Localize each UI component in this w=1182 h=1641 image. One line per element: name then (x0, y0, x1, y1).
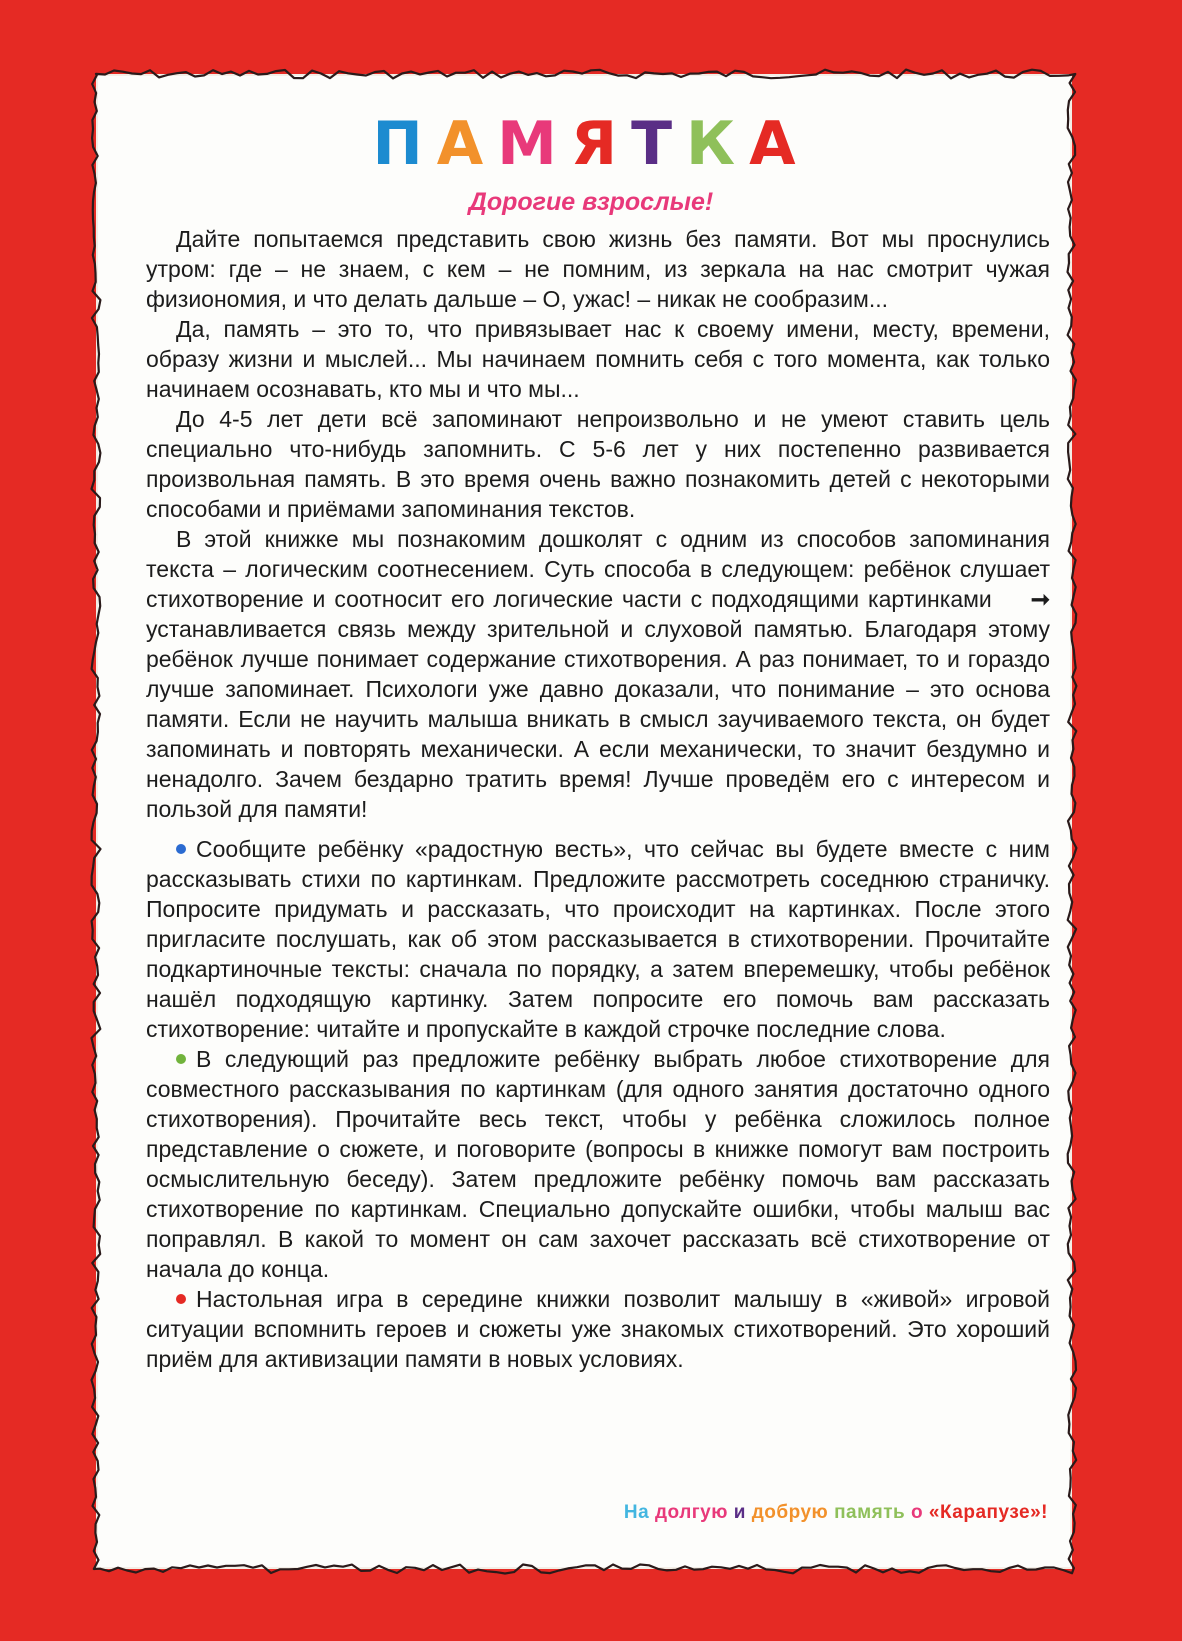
title-letter: К (686, 109, 750, 179)
tip-text: Настольная игра в середине книжки позволит малышу в «живой» игровой ситуации вспомнить героев и сюжеты уже знакомых стихотворений. Это хороший приём для активизации памяти в новых условиях. (146, 1286, 1050, 1372)
slogan-part: о (911, 1502, 929, 1523)
bullet-dot-icon (176, 844, 186, 854)
slogan-part: и (733, 1502, 752, 1523)
method-text-part2: устанавливается связь между зрительной и слуховой памятью. Благодаря этому ребёнок лучше понимает содержание стихотворения. А раз понимает, то и гораздо лучше запоминает. Психологи уже давно доказали, что понимание – это основа памяти. Если не научить малыша вникать в смысл заучиваемого текста, он будет запоминать и повторять механически. А если механически, то значит бездумно и ненадолго. Зачем бездарно тратить время! Лучше проведём его с интересом и пользой для памяти! (146, 616, 1050, 822)
title-letter: П (372, 109, 437, 179)
tip-item (146, 834, 1050, 1044)
method-paragraph (146, 524, 1050, 824)
title-letter: А (749, 109, 810, 179)
bullet-dot-icon (176, 1054, 186, 1064)
memo-body (146, 224, 1050, 1374)
title-letter: А (436, 109, 498, 179)
slogan (624, 1502, 1048, 1524)
paragraph: До 4-5 лет дети всё запоминают непроизвольно и не умеют ставить цель специально что-нибудь запомнить. С 5-6 лет у них постепенно развивается произвольная память. В это время очень важно познакомить детей с некоторыми способами и приёмами запоминания текстов. (146, 406, 1050, 522)
slogan-part: память (834, 1502, 912, 1523)
slogan-part: добрую (751, 1502, 835, 1523)
slogan-part: «Карапузе»! (928, 1502, 1048, 1523)
tip-item (146, 1044, 1050, 1284)
title-letter: М (497, 109, 571, 179)
slogan-part: долгую (655, 1502, 734, 1523)
subtitle: Дорогие взрослые! (468, 188, 714, 216)
paragraph: Дайте попытаемся представить свою жизнь без памяти. Вот мы проснулись утром: где – не знаем, с кем – не помним, из зеркала на нас смотрит чужая физиономия, и что делать дальше – О, ужас! – никак не сообразим... (146, 226, 1050, 312)
tip-item (146, 1284, 1050, 1374)
paragraph: Да, память – это то, что привязывает нас к своему имени, месту, времени, образу жизни и мыслей... Мы начинаем помнить себя с того момента, как только начинаем осознавать, кто мы и что мы... (146, 316, 1050, 402)
arrow-right-icon: ➞ (1030, 586, 1051, 612)
method-text-part1: В этой книжке мы познакомим дошколят с одним из способов запоминания текста – логическим соотнесением. Суть способа в следующем: ребёнок слушает стихотворение и соотносит его логические части с подходящими картинками (146, 526, 1050, 612)
title-letter: Т (631, 109, 687, 179)
tip-text: Сообщите ребёнку «радостную весть», что сейчас вы будете вместе с ним рассказывать стихи по картинкам. Предложите рассмотреть соседнюю страничку. Попросите придумать и рассказать, что происходит на картинках. После этого пригласите послушать, как об этом рассказывается в стихотворении. Прочитайте подкартиночные тексты: сначала по порядку, а затем вперемешку, чтобы ребёнок нашёл подходящую картинку. Затем попросите его помочь вам рассказать стихотворение: читайте и пропускайте в каждой строчке последние слова. (146, 836, 1050, 1042)
tip-text: В следующий раз предложите ребёнку выбрать любое стихотворение для совместного рассказывания по картинкам (для одного занятия достаточно одного стихотворения). Прочитайте весь текст, чтобы у ребёнка сложилось полное представление о сюжете, и поговорите (вопросы в книжке помогут вам построить осмыслительную беседу). Затем предложите ребёнку помочь вам рассказать стихотворение по картинкам. Специально допускайте ошибки, чтобы малыш вас поправлял. В какой то момент он сам захочет рассказать всё стихотворение от начала до конца. (146, 1046, 1050, 1282)
page-title (0, 104, 1182, 184)
title-letter: Я (570, 109, 632, 179)
bullet-dot-icon (176, 1294, 186, 1304)
slogan-part: На (623, 1502, 655, 1523)
